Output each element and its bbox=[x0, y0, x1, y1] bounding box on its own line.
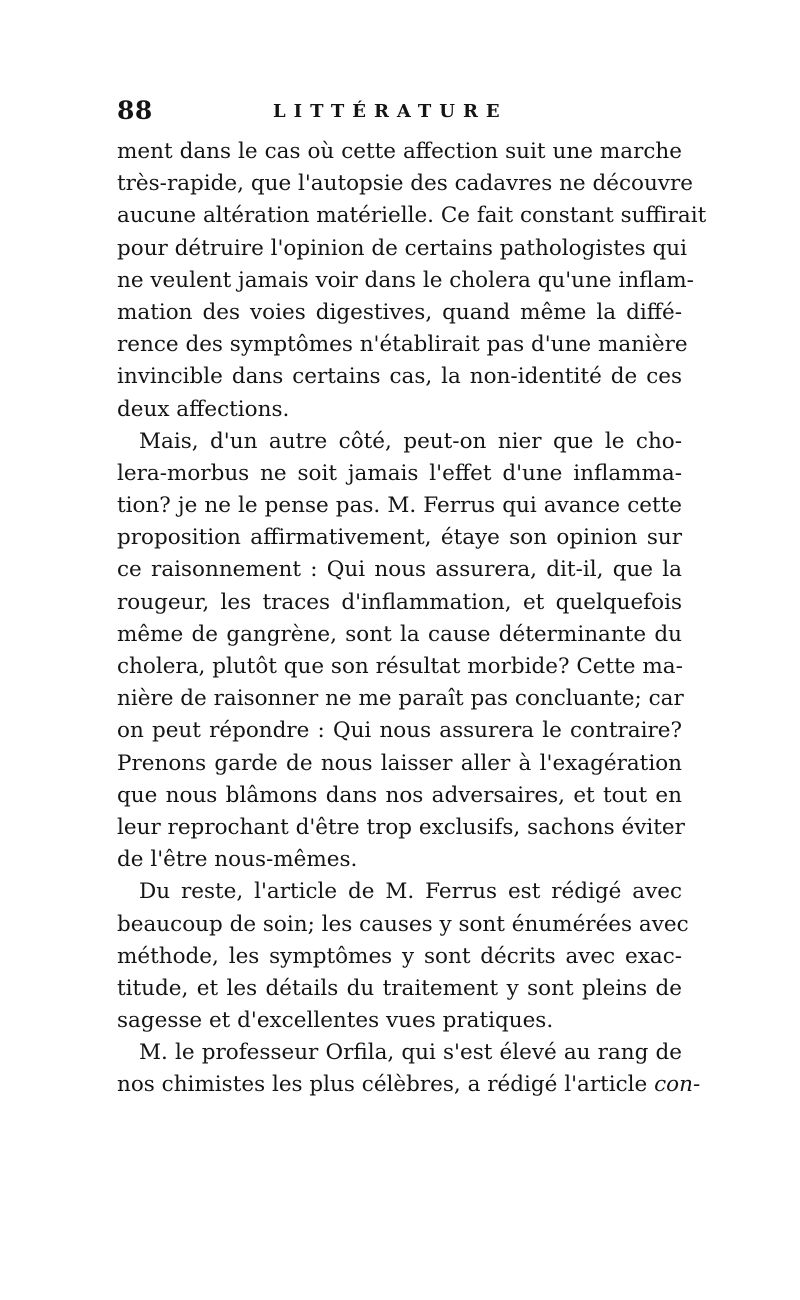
text-line: Du reste, l'article de M. Ferrus est rédigé avec bbox=[139, 879, 682, 905]
page-number: 88 bbox=[117, 96, 153, 125]
text-line: on peut répondre : Qui nous assurera le contraire? bbox=[117, 718, 682, 744]
text-line: même de gangrène, sont la cause déterminante du bbox=[117, 621, 682, 647]
text-line: beaucoup de soin; les causes y sont énumérées avec bbox=[117, 911, 689, 937]
running-title: LITTÉRATURE bbox=[273, 101, 508, 122]
text-line: nière de raisonner ne me paraît pas concluante; car bbox=[117, 686, 684, 712]
text-line: rougeur, les traces d'inflammation, et quelquefois bbox=[117, 589, 682, 615]
text-line: proposition affirmativement, étaye son opinion sur bbox=[117, 525, 682, 551]
text-line: Prenons garde de nous laisser aller à l'exagération bbox=[117, 750, 682, 776]
text-line: leur reprochant d'être trop exclusifs, sachons éviter bbox=[117, 814, 685, 840]
text-line: méthode, les symptômes y sont décrits avec exac- bbox=[117, 943, 682, 969]
final-line-text: nos chimistes les plus célèbres, a rédigé l'article bbox=[117, 1072, 648, 1098]
text-line: ce raisonnement : Qui nous assurera, dit-il, que la bbox=[117, 557, 682, 583]
text-line: sagesse et d'excellentes vues pratiques. bbox=[117, 1008, 554, 1034]
text-line: que nous blâmons dans nos adversaires, et tout en bbox=[117, 782, 682, 808]
page-header bbox=[117, 96, 682, 136]
text-line: cholera, plutôt que son résultat morbide? Cette ma- bbox=[117, 654, 683, 679]
final-text-line bbox=[117, 1069, 701, 1101]
text-line: M. le professeur Orfila, qui s'est élevé au rang de bbox=[139, 1040, 682, 1066]
text-line: rence des symptômes n'établirait pas d'une manière bbox=[117, 332, 688, 358]
text-line: de l'être nous-mêmes. bbox=[117, 847, 358, 873]
text-line: aucune altération matérielle. Ce fait constant suffirait bbox=[117, 203, 707, 229]
body-text bbox=[117, 136, 707, 1102]
text-line: Mais, d'un autre côté, peut-on nier que le cho- bbox=[139, 428, 682, 454]
text-line: tion? je ne le pense pas. M. Ferrus qui avance cette bbox=[117, 493, 682, 519]
text-line: titude, et les détails du traitement y sont pleins de bbox=[117, 975, 682, 1001]
text-line: ne veulent jamais voir dans le cholera qu'une inflam- bbox=[117, 267, 694, 293]
text-line: ment dans le cas où cette affection suit une marche bbox=[117, 139, 682, 164]
text-line: lera-morbus ne soit jamais l'effet d'une inflamma- bbox=[117, 460, 682, 486]
text-line: deux affections. bbox=[117, 396, 290, 422]
text-line: invincible dans certains cas, la non-identité de ces bbox=[117, 364, 682, 390]
italic-word: con- bbox=[654, 1072, 701, 1098]
text-line: pour détruire l'opinion de certains pathologistes qui bbox=[117, 235, 687, 261]
text-line: mation des voies digestives, quand même la diffé- bbox=[117, 299, 682, 325]
text-line: très-rapide, que l'autopsie des cadavres ne découvre bbox=[117, 171, 693, 197]
